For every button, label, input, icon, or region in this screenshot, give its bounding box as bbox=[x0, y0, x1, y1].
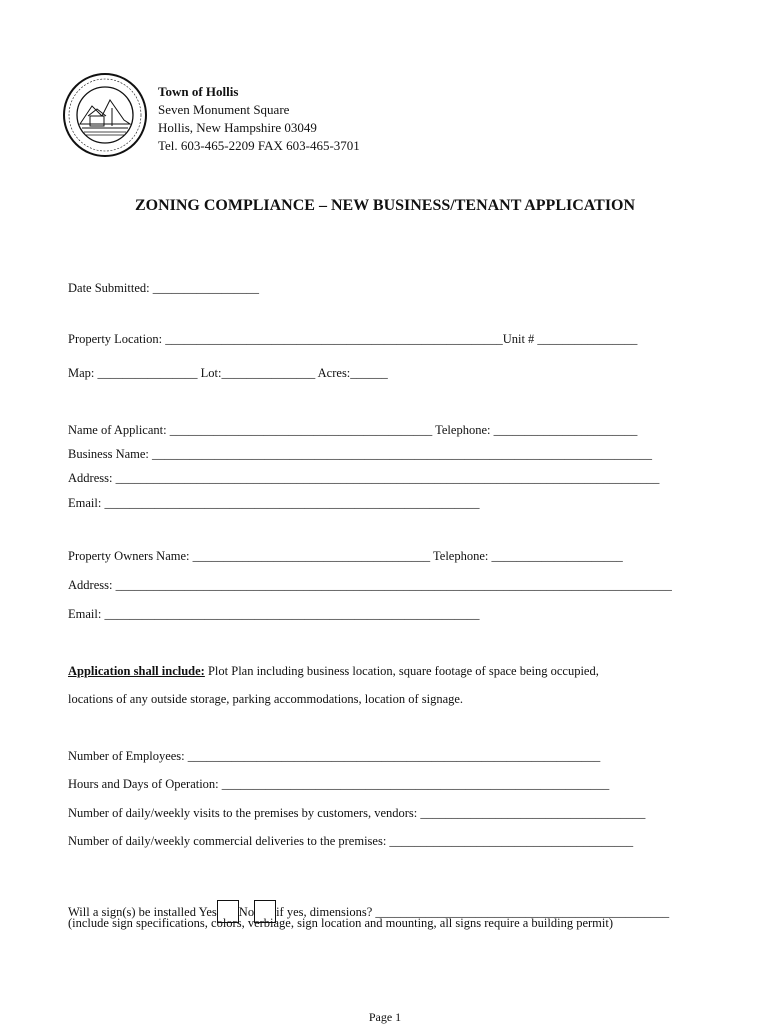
application-include-line2: locations of any outside storage, parking accommodations, location of signage. bbox=[68, 692, 464, 706]
application-include-label: Application shall include: bbox=[68, 664, 205, 678]
owner-email-field[interactable]: Email: ____________________________________________________________ bbox=[68, 607, 480, 621]
applicant-address-field[interactable]: Address: _______________________________________________________________________________________ bbox=[68, 471, 660, 485]
town-phone: Tel. 603-465-2209 FAX 603-465-3701 bbox=[158, 138, 360, 153]
applicant-email-field[interactable]: Email: ____________________________________________________________ bbox=[68, 496, 480, 510]
applicant-name-field[interactable]: Name of Applicant: __________________________________________ Telephone: _______________________ bbox=[68, 423, 638, 437]
town-city: Hollis, New Hampshire 03049 bbox=[158, 120, 317, 135]
application-include-line1: Plot Plan including business location, square footage of space being occupied, bbox=[204, 664, 599, 678]
town-name: Town of Hollis bbox=[158, 84, 239, 99]
employees-field[interactable]: Number of Employees: __________________________________________________________________ bbox=[68, 749, 601, 763]
application-include-text bbox=[68, 664, 599, 679]
property-location-field[interactable]: Property Location: ______________________________________________________Unit # ________________ bbox=[68, 332, 638, 346]
town-header bbox=[158, 83, 360, 155]
visits-field[interactable]: Number of daily/weekly visits to the premises by customers, vendors: ____________________________________ bbox=[68, 806, 646, 820]
page-number: Page 1 bbox=[368, 1010, 402, 1024]
owner-name-field[interactable]: Property Owners Name: ______________________________________ Telephone: _____________________ bbox=[68, 549, 623, 563]
sign-no-label: No bbox=[238, 905, 255, 919]
map-lot-acres-field[interactable]: Map: ________________ Lot:_______________ Acres:______ bbox=[68, 366, 388, 380]
sign-question-prefix: Will a sign(s) be installed Yes bbox=[68, 905, 217, 919]
town-seal-icon bbox=[62, 72, 148, 158]
sign-dimensions-field[interactable]: if yes, dimensions? _______________________________________________ bbox=[276, 905, 670, 919]
town-street: Seven Monument Square bbox=[158, 102, 290, 117]
business-name-field[interactable]: Business Name: ________________________________________________________________________________ bbox=[68, 447, 653, 461]
owner-address-field[interactable]: Address: _________________________________________________________________________________________ bbox=[68, 578, 672, 592]
date-submitted-field[interactable]: Date Submitted: _________________ bbox=[68, 281, 259, 295]
page-title: ZONING COMPLIANCE – NEW BUSINESS/TENANT APPLICATION bbox=[134, 197, 636, 214]
deliveries-field[interactable]: Number of daily/weekly commercial deliveries to the premises: _______________________________________ bbox=[68, 834, 634, 848]
hours-field[interactable]: Hours and Days of Operation: ______________________________________________________________ bbox=[68, 777, 610, 791]
sign-note: (include sign specifications, colors, verbiage, sign location and mounting, all signs require a building permit) bbox=[68, 916, 614, 930]
